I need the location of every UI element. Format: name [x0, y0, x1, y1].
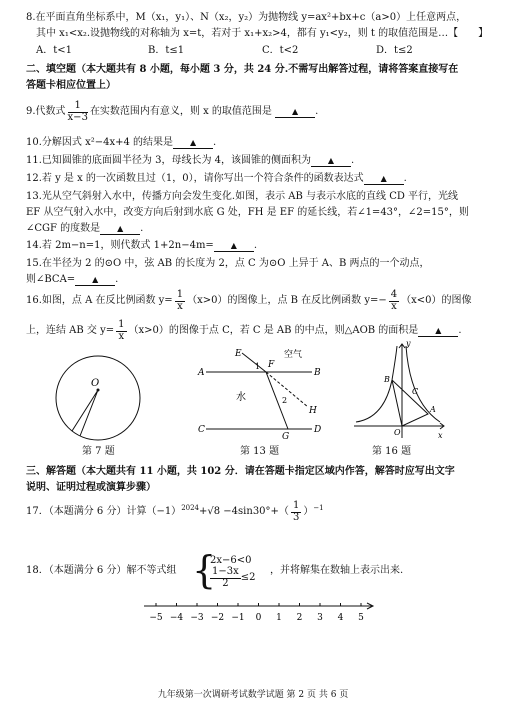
q16-l2-post: （x>0）的图像于点 C，若 C 是 AB 的中点，则△AOB 的面积是: [128, 324, 419, 336]
q17-exponent2: −1: [313, 504, 324, 513]
q13-answer-blank: ▲: [100, 224, 140, 235]
q13-label-water: 水: [236, 392, 246, 403]
q16-pre: 16.如图，点 A 在反比例函数 y=: [26, 294, 173, 306]
q16-fraction-1: [175, 290, 185, 312]
q8-option-b: B．t≤1: [148, 45, 185, 56]
number-line-tick-label: −1: [231, 613, 245, 623]
q17-numerator: 1: [292, 500, 300, 511]
q16-f3-numerator: 1: [118, 319, 125, 330]
q18-numerator: 1−3x: [212, 566, 239, 577]
q14: 14.若 2m−n=1，则代数式 1+2n−4m= ▲ .: [26, 240, 257, 251]
number-line-tick-label: 3: [317, 613, 323, 623]
q9-denominator: x−3: [67, 111, 88, 123]
q18-denominator: 2: [222, 577, 229, 589]
q16-f1-denominator: x: [177, 300, 183, 312]
q12: 12.若 y 是 x 的一次函数且过（1，0），请你写出一个符合条件的函数表达式 ▲ .: [26, 173, 407, 184]
q16-f1-numerator: 1: [176, 289, 184, 300]
section2-heading-line2: 答题卡相应位置上）: [26, 80, 116, 91]
q17: [26, 501, 490, 531]
q9-numerator: 1: [68, 101, 88, 113]
q13-label-d: D: [314, 425, 322, 435]
number-line-tick-label: 5: [358, 613, 364, 623]
q13-label-angle2: 2: [282, 396, 288, 405]
q16-line2: 上，连结 AB 交 y= $\frac{1}{x}$ （x>0）的图像于点 C，若 C 是 AB 的中点，则△AOB 的面积是 ▲ .: [26, 319, 462, 342]
q13-label-c: C: [198, 425, 205, 435]
q16-f3-denominator: x: [118, 330, 125, 342]
q9: 9.代数式 $\frac{1}{x-3}$ 在实数范围内有意义，则 x 的取值范围是 ▲ .: [26, 100, 319, 123]
q8-line2: 其中 x₁<x₂.设抛物线的对称轴为 x=t，若对于 x₁+x₂>4，都有 y₁<y₂，则 t 的取值范围是…【 】: [36, 28, 489, 39]
q15-line2-text: 则∠BCA=: [26, 274, 76, 285]
q13-label-g: G: [282, 432, 290, 441]
q12-text: 12.若 y 是 x 的一次函数且过（1，0），请你写出一个符合条件的函数表达式: [26, 173, 364, 184]
q7-caption: 第 7 题: [82, 446, 115, 457]
q18: [26, 548, 490, 592]
q16-label-o: O: [394, 428, 401, 437]
q8-option-a: A．t<1: [36, 45, 72, 56]
q9-post: 在实数范围内有意义，则 x 的取值范围是: [89, 105, 272, 117]
q15-line1: 15.在半径为 2 的⊙O 中，弦 AB 的长度为 2，点 C 为⊙O 上异于 A、B 两点的一个动点，: [26, 258, 430, 269]
q16-f2-numerator: 4: [390, 289, 398, 300]
number-line: [140, 596, 380, 626]
q16-fraction-2: [389, 290, 399, 312]
q13-caption: 第 13 题: [240, 446, 280, 457]
q14-answer-blank: ▲: [214, 241, 254, 252]
q13-ray-ef: [242, 353, 266, 372]
q13-label-b: B: [314, 368, 321, 378]
q15-line2: 则∠BCA= ▲ .: [26, 274, 119, 285]
q13-label-air: 空气: [284, 350, 303, 360]
figure-q16-graph: [350, 338, 450, 444]
q17-mid: +√8 −4sin30°+（: [199, 505, 289, 517]
q16-label-a: A: [430, 405, 436, 414]
q9-pre: 9.代数式: [26, 105, 66, 117]
number-line-tick-label: −4: [169, 613, 184, 623]
q16-triangle-aob: [392, 380, 428, 426]
q16-caption: 第 16 题: [372, 446, 412, 457]
q16-label-x: x: [438, 431, 443, 440]
number-line-tick-label: 4: [337, 613, 344, 623]
q11-answer-blank: ▲: [311, 156, 351, 167]
q18-brace: {: [192, 548, 217, 592]
number-line-tick-label: 2: [296, 613, 303, 623]
q17-exponent: 2024: [181, 504, 200, 513]
q7-radii: [72, 390, 98, 436]
q18-inequality-1: 2x−6<0: [210, 555, 252, 566]
q16-mid: （x>0）的图像上，点 B 在反比例函数 y=−: [187, 294, 387, 306]
q7-circle-outline: [56, 356, 140, 440]
figure-q13-refraction: [196, 345, 330, 441]
q16-line1: [26, 290, 490, 318]
section3-heading-line2: 说明、证明过程或演算步骤）: [26, 482, 156, 493]
q16-curve-left: [356, 346, 397, 422]
q8-option-c: C．t<2: [262, 45, 299, 56]
q13-line1: 13.光从空气斜射入水中，传播方向会发生变化.如图，表示 AB 与表示水底的直线 CD 平行，光线: [26, 191, 459, 202]
q16-l2-pre: 上，连结 AB 交 y=: [26, 324, 115, 336]
q13-label-e: E: [235, 349, 242, 359]
q11-text: 11.已知圆锥的底面圆半径为 3，母线长为 4，该圆锥的侧面积为: [26, 155, 311, 166]
q17-denominator: 3: [292, 511, 300, 523]
q17-post: ）: [303, 505, 314, 517]
q17-pre: 17．（本题满分 6 分）计算（−1）: [26, 505, 182, 517]
q9-fraction: [68, 101, 88, 123]
q18-inequality-2: [210, 567, 256, 589]
q7-label-o: O: [91, 378, 100, 389]
number-line-tick-label: −3: [190, 613, 204, 623]
q8-option-d: D．t≤2: [376, 45, 413, 56]
number-line-tick-label: −2: [210, 613, 225, 623]
q18-fraction: [210, 567, 241, 589]
q15-answer-blank: ▲: [75, 275, 115, 286]
q18-pre: 18．（本题满分 6 分）解不等式组: [26, 565, 177, 576]
number-line-tick-label: 0: [255, 613, 262, 623]
q17-fraction: [291, 501, 301, 523]
q10-text: 10.分解因式 x²−4x+4 的结果是: [26, 137, 174, 148]
q11: 11.已知圆锥的底面圆半径为 3，母线长为 4，该圆锥的侧面积为 ▲ .: [26, 155, 355, 166]
q10: 10.分解因式 x²−4x+4 的结果是 ▲ .: [26, 137, 217, 148]
page-footer: 九年级第一次调研考试数学试题 第 2 页 共 6 页: [157, 690, 349, 700]
q13-label-h: H: [309, 406, 317, 416]
number-line-tick-label: −5: [149, 613, 163, 623]
q16-label-c: C: [412, 387, 419, 396]
q16-label-y: y: [406, 339, 411, 348]
q9-answer-blank: ▲: [275, 107, 315, 118]
q16-label-b: B: [384, 375, 390, 384]
q16-f2-denominator: x: [391, 300, 397, 312]
q13-label-f: F: [268, 360, 275, 370]
q10-answer-blank: ▲: [173, 138, 213, 149]
q8-line1: 8.在平面直角坐标系中，M（x₁，y₁）、N（x₂，y₂）为抛物线 y=ax²+bx+c（a>0）上任意两点，: [26, 12, 467, 23]
q16-post: （x<0）的图像: [401, 294, 472, 306]
q18-relation: ≤2: [240, 571, 256, 583]
figure-q7-circle: [36, 352, 166, 444]
q13-line3: ∠CGF 的度数是 ▲ .: [26, 223, 144, 234]
q18-post: ，并将解集在数轴上表示出来.: [270, 565, 404, 576]
q13-label-a: A: [198, 368, 205, 378]
q13-line2: EF 从空气射入水中，改变方向后射到水底 G 处，FH 是 EF 的延长线，若∠1=43°，∠2=15°，则: [26, 207, 469, 218]
q13-label-angle1: 1: [255, 362, 261, 371]
q12-answer-blank: ▲: [364, 174, 404, 185]
number-line-tick-label: 1: [276, 613, 282, 623]
section3-heading-line1: 三、解答题（本大题共有 11 小题，共 102 分．请在答题卡指定区域内作答，解答时应写出文字: [26, 466, 455, 477]
q16-answer-blank: ▲: [418, 326, 458, 337]
q16-fraction-3: [116, 320, 126, 342]
q13-line3-text: ∠CGF 的度数是: [26, 223, 101, 234]
section2-heading-line1: 二、填空题（本大题共有 8 小题，每小题 3 分，共 24 分.不需写出解答过程，请将答案直接写在: [26, 64, 459, 75]
q14-text: 14.若 2m−n=1，则代数式 1+2n−4m=: [26, 240, 214, 251]
